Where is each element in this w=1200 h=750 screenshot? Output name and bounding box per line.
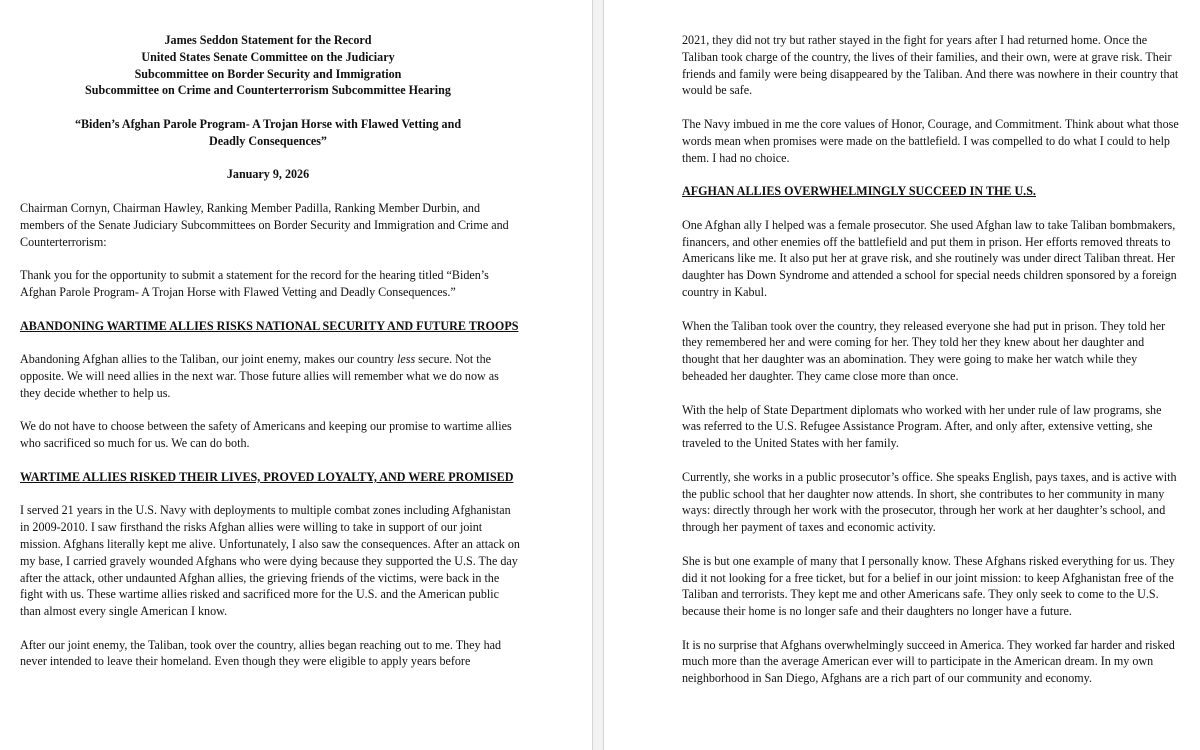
body-paragraph: After our joint enemy, the Taliban, took over the country, allies began reaching out to me. They had never intended to leave their homeland. Even though they were eligible to apply years before: [20, 637, 502, 669]
body-paragraph: Abandoning Afghan allies to the Taliban, our joint enemy, makes our country less secure. Not the opposite. We will need allies in the next war. Those future allies will remember what we do now as they decide whether to help us.: [20, 352, 499, 400]
statement-header: [20, 32, 516, 200]
statement-title: James Seddon Statement for the Record: [164, 33, 372, 47]
document-page-right: [604, 0, 1200, 750]
body-paragraph: With the help of State Department diplomats who worked with her under rule of law programs, she was referred to the U.S. Refugee Assistance Program. After, and only after, extensive vetting, she traveled to the United States with her family.: [682, 402, 1162, 451]
body-paragraph: The Navy imbued in me the core values of Honor, Courage, and Commitment. Think about what those words mean when promises were made on the battlefield. I was compelled to do what I could to help them. I had no choice.: [682, 116, 1179, 165]
salutation-paragraph: Chairman Cornyn, Chairman Hawley, Ranking Member Padilla, Ranking Member Durbin, and members of the Senate Judiciary Subcommittees on Border Security and Immigration and Crime and Counterterrorism:: [20, 200, 509, 249]
intro-paragraph: Thank you for the opportunity to submit a statement for the record for the hearing titled “Biden’s Afghan Parole Program- A Trojan Horse with Flawed Vetting and Deadly Consequences.”: [20, 268, 489, 299]
body-paragraph: When the Taliban took over the country, they released everyone she had put in prison. They told her they remembered her and were coming for her. They told her they knew about her daughter and thought that her daughter was an abomination. They were going to make her watch while they beheaded her daughter. They came close more than once.: [682, 318, 1166, 383]
hearing-date: January 9, 2026: [226, 167, 310, 182]
emphasis-text: less: [397, 352, 416, 367]
section-heading-abandoning-allies: ABANDONING WARTIME ALLIES RISKS NATIONAL SECURITY AND FUTURE TROOPS: [20, 318, 519, 333]
body-paragraph: I served 21 years in the U.S. Navy with deployments to multiple combat zones including Afghanistan in 2009-2010. I saw firsthand the risks Afghan allies were willing to take in support of our joint mission. Afghans literally kept me alive. Unfortunately, I also saw the consequences. After an attack on my base, I carried gravely wounded Afghans who were dying because they supported the U.S. The day after the attack, other undaunted Afghan allies, the grieving friends of the victims, were back in the fight with us. These wartime allies risked and sacrificed more for the U.S. and the American public than almost every single American I know.: [20, 503, 520, 619]
document-page-left: [0, 0, 592, 750]
page-text-column: [682, 32, 1180, 687]
hearing-title: “Biden’s Afghan Parole Program- A Trojan Horse with Flawed Vetting and Deadly Consequences”: [74, 116, 462, 148]
body-paragraph: We do not have to choose between the safety of Americans and keeping our promise to wartime allies who sacrificed so much for us. We can do both.: [20, 419, 512, 451]
body-paragraph: She is but one example of many that I personally know. These Afghans risked everything for us. They did it not looking for a free ticket, but for a belief in our joint mission: to keep Afghanistan free of the Taliban and terrorists. They kept me and other Americans safe. They only seek to come to the U.S. because their home is no longer safe and their daughters no longer have a future.: [682, 553, 1175, 619]
subcommittee-name-1: Subcommittee on Border Security and Immigration: [134, 66, 402, 81]
subcommittee-name-2: Subcommittee on Crime and Counterterrorism Subcommittee Hearing: [85, 83, 451, 98]
committee-name: United States Senate Committee on the Judiciary: [141, 49, 395, 64]
body-paragraph: Currently, she works in a public prosecutor’s office. She speaks English, pays taxes, and is active with the public school that her daughter now attends. In short, she contributes to her community in many ways: directly through her work with the prosecutor, through her work at her daughter’s school, and through her payment of taxes and economic activity.: [682, 469, 1177, 535]
section-heading-allies-risked-lives: WARTIME ALLIES RISKED THEIR LIVES, PROVED LOYALTY, AND WERE PROMISED: [20, 469, 514, 484]
body-paragraph: One Afghan ally I helped was a female prosecutor. She used Afghan law to take Taliban bombmakers, financers, and other enemies off the battlefield and put them in prison. Her efforts removed threats to Americans like me. It also put her at grave risk, and she routinely was under direct Taliban threat. Her daughter has Down Syndrome and attended a school for special needs children sponsored by a foreign country in Kabul.: [682, 217, 1177, 299]
body-paragraph: It is no surprise that Afghans overwhelmingly succeed in America. They worked far harder and risked much more than the average American ever will to participate in the American dream. In my own neighborhood in San Diego, Afghans are a rich part of our community and economy.: [682, 637, 1175, 686]
section-heading-allies-succeed: AFGHAN ALLIES OVERWHELMINGLY SUCCEED IN THE U.S.: [682, 184, 1036, 199]
body-paragraph: 2021, they did not try but rather stayed in the fight for years after I had returned home. Once the Taliban took charge of the country, the lives of their families, and their own, were at grave risk. Their friends and family were being disappeared by the Taliban. And there was nowhere in their country that would be safe.: [682, 33, 1179, 98]
page-text-column: [20, 32, 520, 670]
page-gutter: [592, 0, 604, 750]
